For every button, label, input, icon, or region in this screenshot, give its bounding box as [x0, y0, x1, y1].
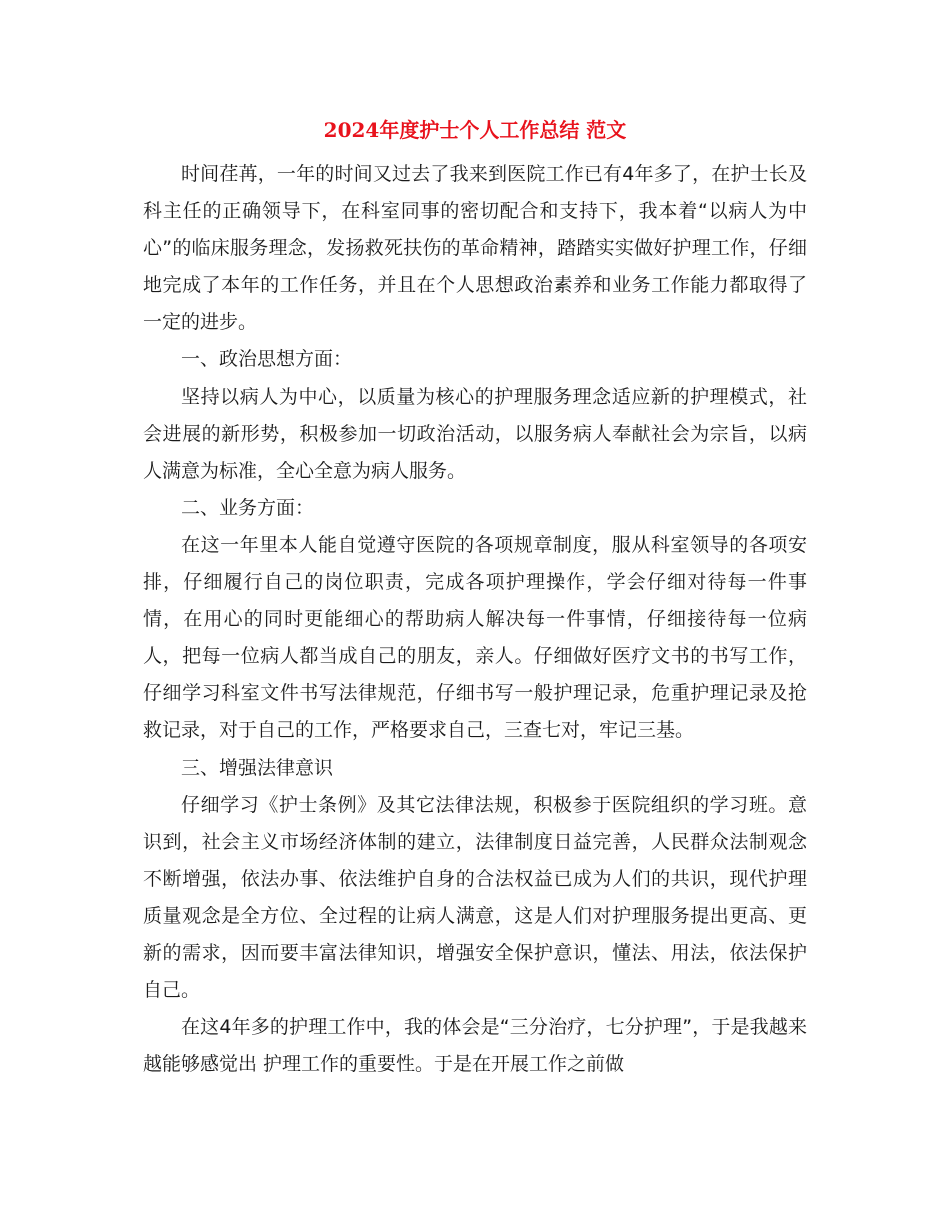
document-title: 2024年度护士个人工作总结 范文	[323, 118, 627, 142]
paragraph-intro: 时间荏苒，一年的时间又过去了我来到医院工作已有4年多了，在护士长及科主任的正确领导下，在科室同事的密切配合和支持下，我本着“以病人为中心”的临床服务理念，发扬救死扶伤的革命精神，踏踏实实做好护理工作，仔细地完成了本年的工作任务，并且在个人思想政治素养和业务工作能力都取得了一定的进步。	[143, 163, 807, 334]
paragraph-experience: 在这4年多的护理工作中，我的体会是“三分治疗，七分护理”，于是我越来越能够感觉出 护理工作的重要性。于是在开展工作之前做	[143, 1016, 807, 1076]
paragraph-political: 坚持以病人为中心，以质量为核心的护理服务理念适应新的护理模式，社会进展的新形势，积极参加一切政治活动，以服务病人奉献社会为宗旨，以病人满意为标准，全心全意为病人服务。	[143, 385, 807, 482]
section-heading-law: 三、增强法律意识	[181, 756, 334, 779]
document-body	[143, 156, 807, 1083]
section-heading-political: 一、政治思想方面：	[181, 348, 353, 371]
paragraph-law: 仔细学习《护士条例》及其它法律法规，积极参于医院组织的学习班。意识到，社会主义市场经济体制的建立，法律制度日益完善，人民群众法制观念不断增强，依法办事、依法维护自身的合法权益已成为人们的共识，现代护理质量观念是全方位、全过程的让病人满意，这是人们对护理服务提出更高、更新的需求，因而要丰富法律知识，增强安全保护意识，懂法、用法，依法保护自己。	[143, 793, 807, 1002]
paragraph-business: 在这一年里本人能自觉遵守医院的各项规章制度，服从科室领导的各项安排，仔细履行自己的岗位职责，完成各项护理操作，学会仔细对待每一件事情，在用心的同时更能细心的帮助病人解决每一件事情，仔细接待每一位病人，把每一位病人都当成自己的朋友，亲人。仔细做好医疗文书的书写工作，仔细学习科室文件书写法律规范，仔细书写一般护理记录，危重护理记录及抢救记录，对于自己的工作，严格要求自己，三查七对，牢记三基。	[143, 533, 807, 742]
section-heading-business: 二、业务方面：	[181, 496, 315, 519]
